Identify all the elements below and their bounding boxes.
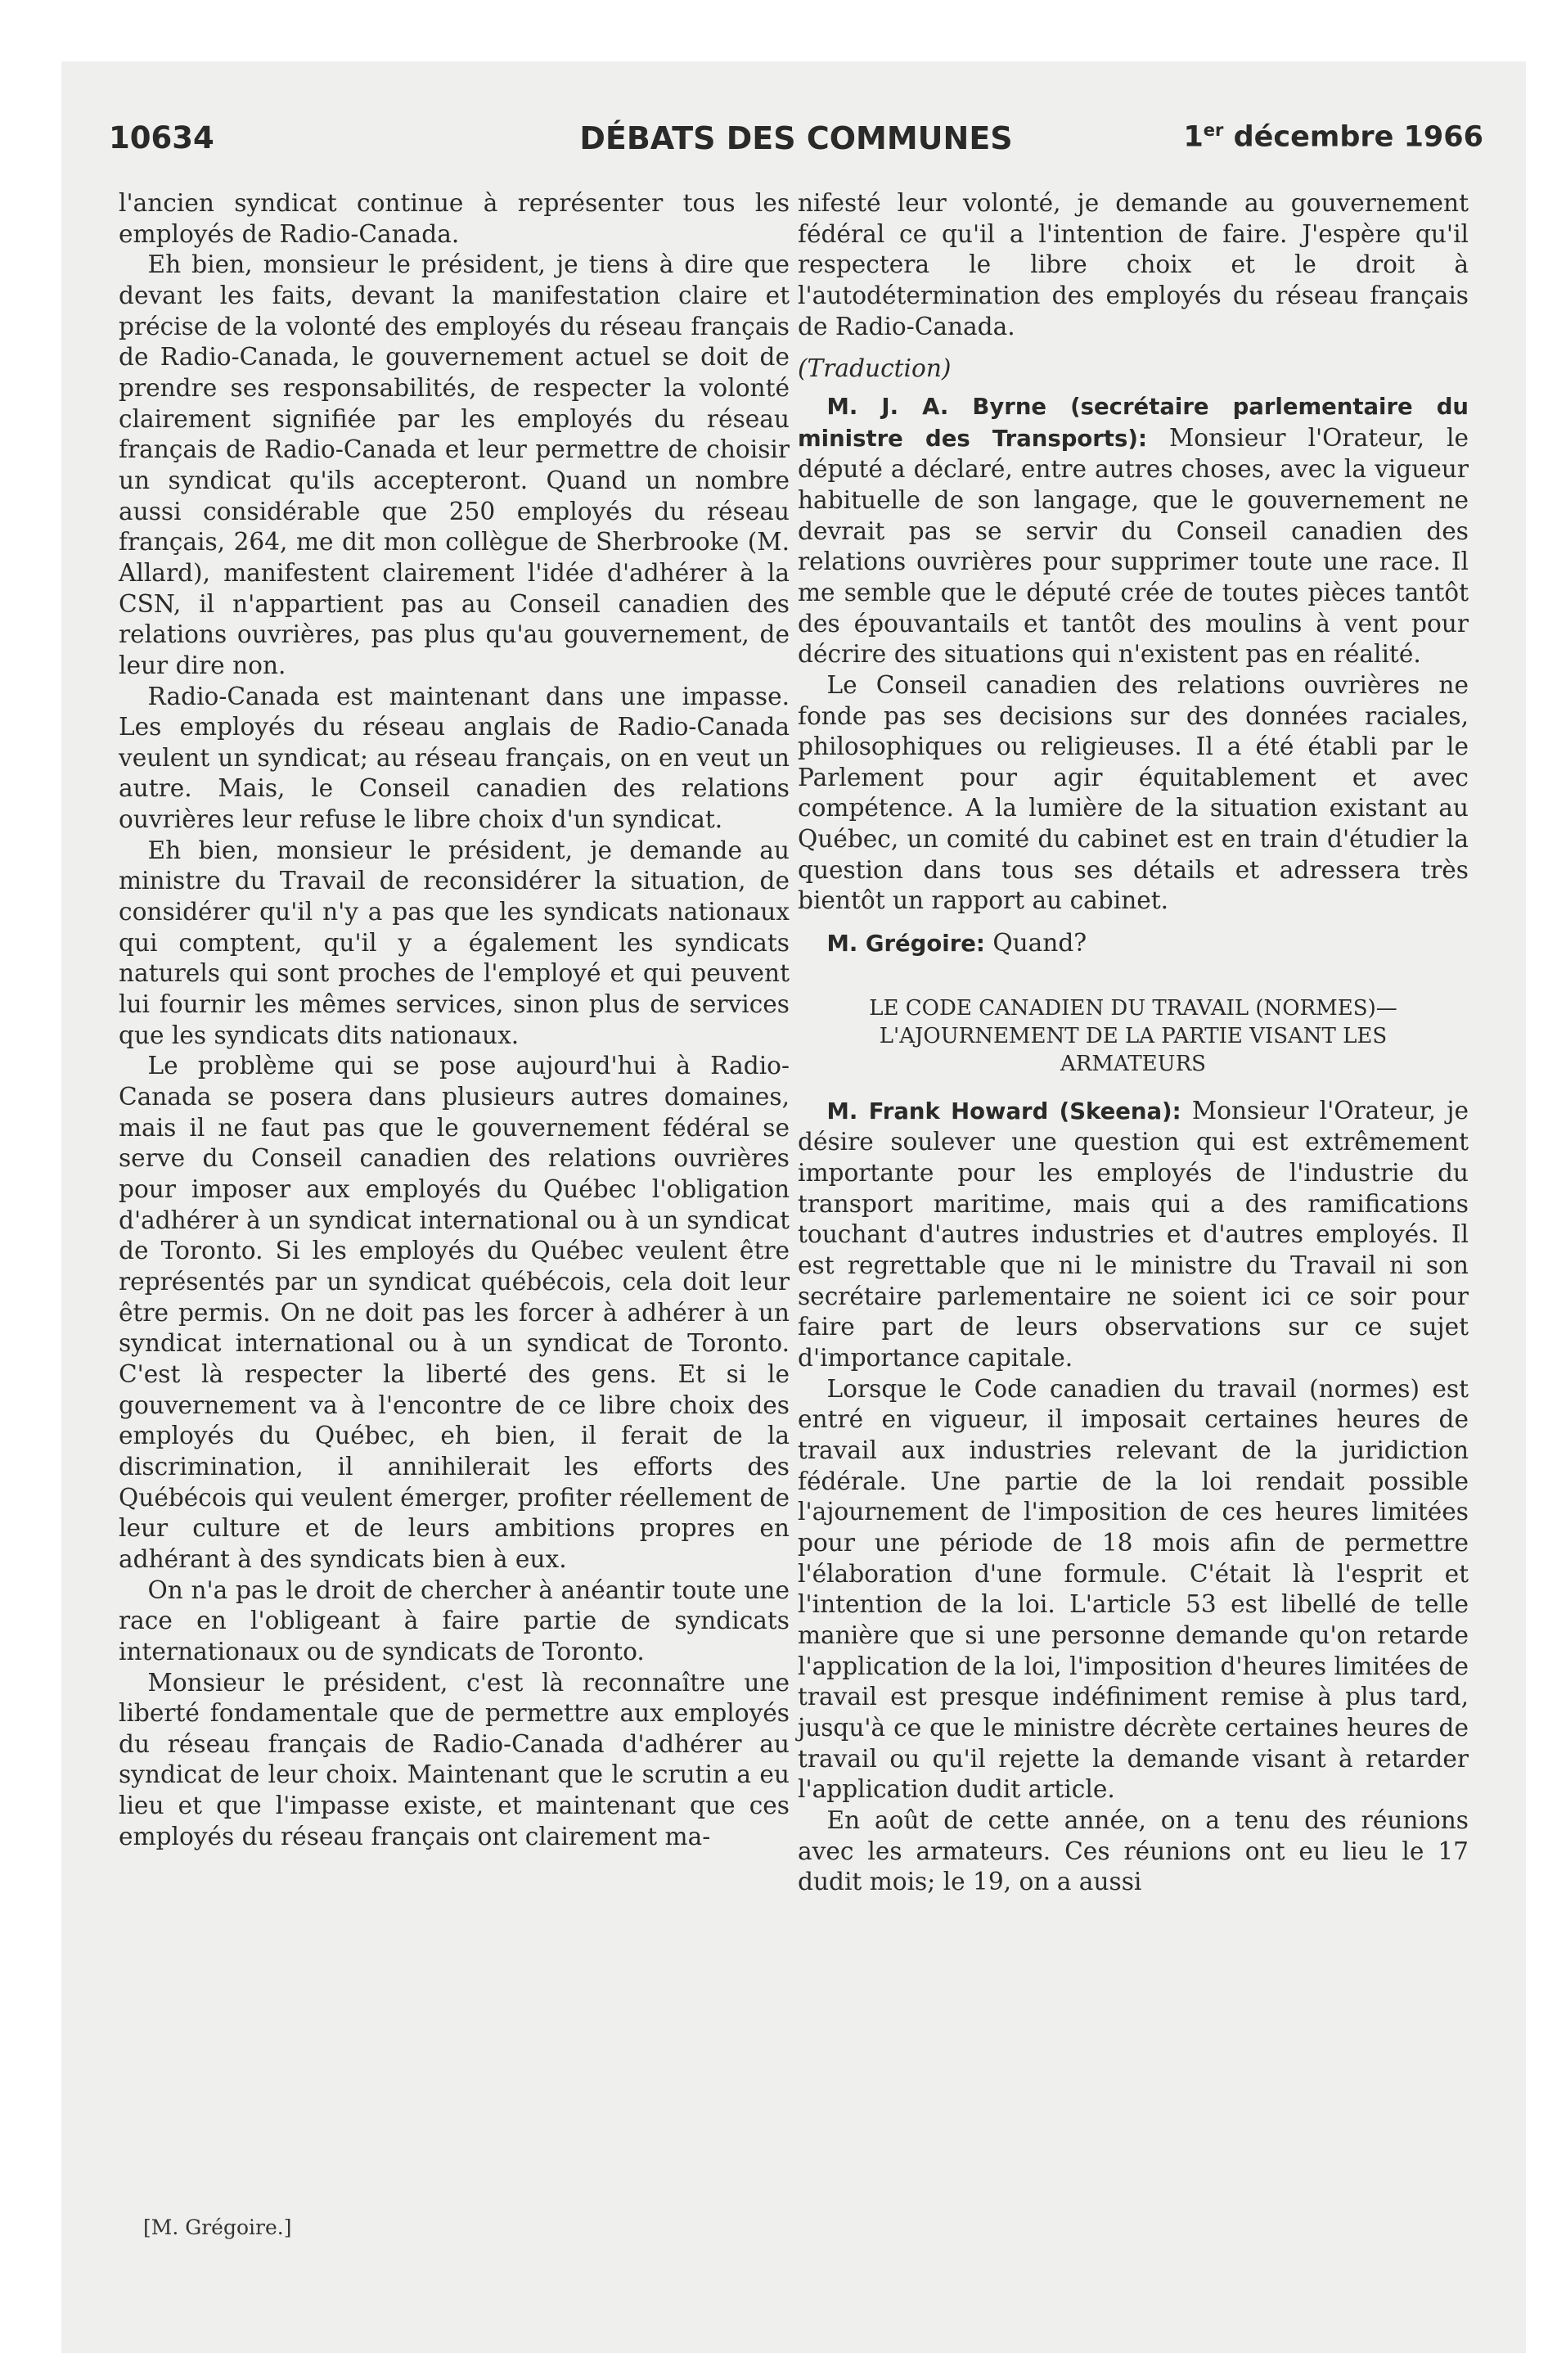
left-column [119,188,790,1852]
translation-note: (Traduction) [798,354,952,383]
paragraph: En août de cette année, on a tenu des réunions avec les armateurs. Ces réunions ont eu lieu le 17 dudit mois; le 19, on a aussi [798,1805,1469,1896]
page-number: 10634 [109,120,214,156]
paragraph: Radio-Canada est maintenant dans une impasse. Les employés du réseau anglais de Radio-Canada veulent un syndicat; au réseau français, on en veut un autre. Mais, le Conseil canadien des relations ouvrières leur refuse le libre choix d'un syndicat. [119,682,790,834]
page-header [109,120,1483,169]
speaker-name: M. J. A. Byrne (secrétaire parlementaire du ministre des Transports): [798,393,1469,452]
date-day: 1 [1183,120,1204,154]
speech-text: Monsieur l'Orateur, je désire soulever une question qui est extrêmement importante pour les employés de l'industrie du transport maritime, mais qui a des ramifications touchant d'autres industries et d'autres employés. Il est regrettable que ni le ministre du Travail ni son secrétaire parlementaire ne soient ici ce soir pour faire part de leurs observations sur ce sujet d'importance capitale. [798,1096,1469,1372]
paragraph: nifesté leur volonté, je demande au gouvernement fédéral ce qu'il a l'intention de faire. J'espère qu'il respectera le libre choix et le droit à l'autodétermination des employés du réseau français de Radio-Canada. [798,189,1469,340]
page-date [1183,120,1483,154]
publication-title: DÉBATS DES COMMUNES [579,120,1013,156]
speaker-name: M. Frank Howard (Skeena): [826,1098,1181,1125]
paragraph: On n'a pas le droit de chercher à anéantir toute une race en l'obligeant à faire partie de syndicats internationaux ou de syndicats de Toronto. [119,1575,790,1666]
speech-text: Quand? [984,929,1087,958]
speech-text: Monsieur l'Orateur, le député a déclaré, entre autres choses, avec la vigueur habituelle de son langage, que le gouvernement ne devrait pas se servir du Conseil canadien des relations ouvrières pour supprimer toute une race. Il me semble que le député crée de toutes pièces tantôt des épouvantails et tantôt des moulins à vent pour décrire des situations qui n'existent pas en réalité. [798,423,1469,669]
paragraph: Monsieur le président, c'est là reconnaître une liberté fondamentale que de permettre aux employés du réseau français de Radio-Canada d'adhérer au syndicat de leur choix. Maintenant que le scrutin a eu lieu et que l'impasse existe, et maintenant que ces employés du réseau français ont clairement ma- [119,1668,790,1850]
section-heading: LE CODE CANADIEN DU TRAVAIL (NORMES)— L'AJOURNEMENT DE LA PARTIE VISANT LES ARMATEURS [869,995,1397,1076]
speech-paragraph [798,1096,1469,1374]
speech-paragraph [798,928,1469,960]
paragraph: Eh bien, monsieur le président, je demande au ministre du Travail de reconsidérer la situation, de considérer qu'il n'y a pas que les syndicats nationaux qui comptent, qu'il y a également les syndicats naturels qui sont proches de l'employé et qui peuvent lui fournir les mêmes services, sinon plus de services que les syndicats dits nationaux. [119,836,790,1049]
paragraph: l'ancien syndicat continue à représenter tous les employés de Radio-Canada. [119,189,790,248]
paragraph: Le Conseil canadien des relations ouvrières ne fonde pas ses decisions sur des données raciales, philosophiques ou religieuses. Il a été établi par le Parlement pour agir équitablement et avec compétence. A la lumière de la situation existant au Québec, un comité du cabinet est en train d'étudier la question dans tous ses détails et adressera très bientôt un rapport au cabinet. [798,670,1469,915]
date-rest: décembre 1966 [1223,120,1483,154]
page [61,61,1526,2353]
date-suffix: er [1203,120,1224,140]
speech-paragraph [798,391,1469,670]
paragraph: Lorsque le Code canadien du travail (normes) est entré en vigueur, il imposait certaines heures de travail aux industries relevant de la juridiction fédérale. Une partie de la loi rendait possible l'ajournement de l'imposition de ces heures limitées pour une période de 18 mois afin de permettre l'élaboration d'une formule. C'était là l'esprit et l'intention de la loi. L'article 53 est libellé de telle manière que si une personne demande qu'on retarde l'application de la loi, l'imposition d'heures limitées de travail est presque indéfiniment remise à plus tard, jusqu'à ce que le ministre décrète certaines heures de travail ou qu'il rejette la demande visant à retarder l'application dudit article. [798,1374,1469,1804]
speaker-name: M. Grégoire: [826,931,985,958]
speaker-signature: [M. Grégoire.] [143,2215,292,2239]
paragraph: Le problème qui se pose aujourd'hui à Radio-Canada se posera dans plusieurs autres domaines, mais il ne faut pas que le gouvernement fédéral se serve du Conseil canadien des relations ouvrières pour imposer aux employés du Québec l'obligation d'adhérer à un syndicat international ou à un syndicat de Toronto. Si les employés du Québec veulent être représentés par un syndicat québécois, cela doit leur être permis. On ne doit pas les forcer à adhérer à un syndicat international ou à un syndicat de Toronto. C'est là respecter la liberté des gens. Et si le gouvernement va à l'encontre de ce libre choix des employés du Québec, eh bien, il ferait de la discrimination, il annihilerait les efforts des Québécois qui veulent émerger, profiter réellement de leur culture et de leurs ambitions propres en adhérant à des syndicats bien à eux. [119,1052,790,1573]
paragraph: Eh bien, monsieur le président, je tiens à dire que devant les faits, devant la manifestation claire et précise de la volonté des employés du réseau français de Radio-Canada, le gouvernement actuel se doit de prendre ses responsabilités, de respecter la volonté clairement signifiée par les employés du réseau français de Radio-Canada et leur permettre de choisir un syndicat qu'ils accepteront. Quand un nombre aussi considérable que 250 employés du réseau français, 264, me dit mon collègue de Sherbrooke (M. Allard), manifestent clairement l'idée d'adhérer à la CSN, il n'appartient pas au Conseil canadien des relations ouvrières, pas plus qu'au gouvernement, de leur dire non. [119,250,790,679]
right-column [798,188,1469,1898]
